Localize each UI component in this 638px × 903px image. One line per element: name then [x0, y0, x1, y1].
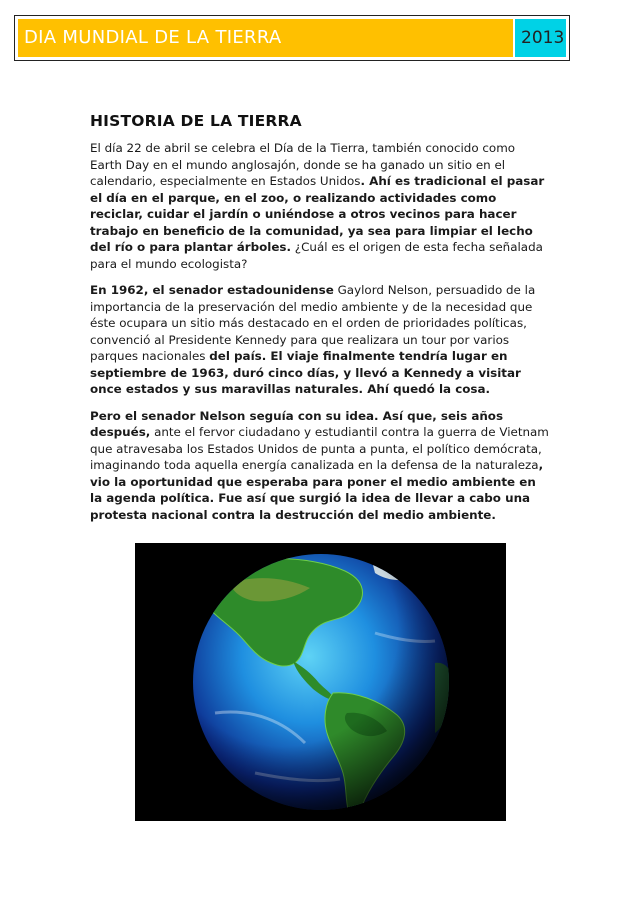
- p3-run-3: , vio la oportunidad que esperaba para poner el medio ambiente en la agenda política. Fue así que surgió la idea de llevar a cabo una protesta nacional contra la destrucción del medio ambiente.: [90, 458, 544, 522]
- paragraph-2: [90, 282, 550, 398]
- p3-run-2: ante el fervor ciudadano y estudiantil contra la guerra de Vietnam que atravesaba los Estados Unidos de punta a punta, el político demócrata, imaginando toda aquella energía canalizada en la defensa de la naturaleza: [90, 425, 549, 472]
- p2-run-2: Gaylord Nelson, persuadido de la importancia de la preservación del medio ambiente y de la necesidad que éste ocupara un sitio más destacado en el orden de prioridades políticas, convenció al Presidente Kennedy para que realizara un tour por varios parques nacionales: [90, 283, 536, 363]
- earth-image: [135, 543, 506, 821]
- p1-run-1: El día 22 de abril se celebra el Día de la Tierra, también conocido como Earth Day en el mundo anglosajón, donde se ha ganado un sitio en el calendario, especialmente en Estados Unidos: [90, 141, 516, 188]
- header-year: 2013: [515, 19, 566, 57]
- p1-run-2: . Ahí es tradicional el pasar el día en el parque, en el zoo, o realizando actividades como reciclar, cuidar el jardín o uniéndose a otros vecinos para hacer trabajo en beneficio de la comunidad, ya sea para limpiar el lecho del río o para plantar árboles.: [90, 174, 545, 254]
- paragraph-1: [90, 140, 550, 272]
- p2-run-1: En 1962, el senador estadounidense: [90, 283, 334, 297]
- paragraph-3: [90, 408, 550, 524]
- p3-run-1: Pero el senador Nelson seguía con su idea. Así que, seis años después,: [90, 408, 504, 439]
- article: [90, 112, 550, 533]
- page-header: [14, 15, 570, 61]
- article-heading: HISTORIA DE LA TIERRA: [90, 112, 302, 130]
- p2-run-3: del país. El viaje finalmente tendría lugar en septiembre de 1963, duró cinco días, y llevó a Kennedy a visitar once estados y sus maravillas naturales. Ahí quedó la cosa.: [90, 349, 521, 396]
- header-title: DIA MUNDIAL DE LA TIERRA: [18, 19, 513, 57]
- earth-globe-icon: [135, 543, 506, 821]
- p1-run-3: ¿Cuál es el origen de esta fecha señalada para el mundo ecologista?: [90, 240, 543, 271]
